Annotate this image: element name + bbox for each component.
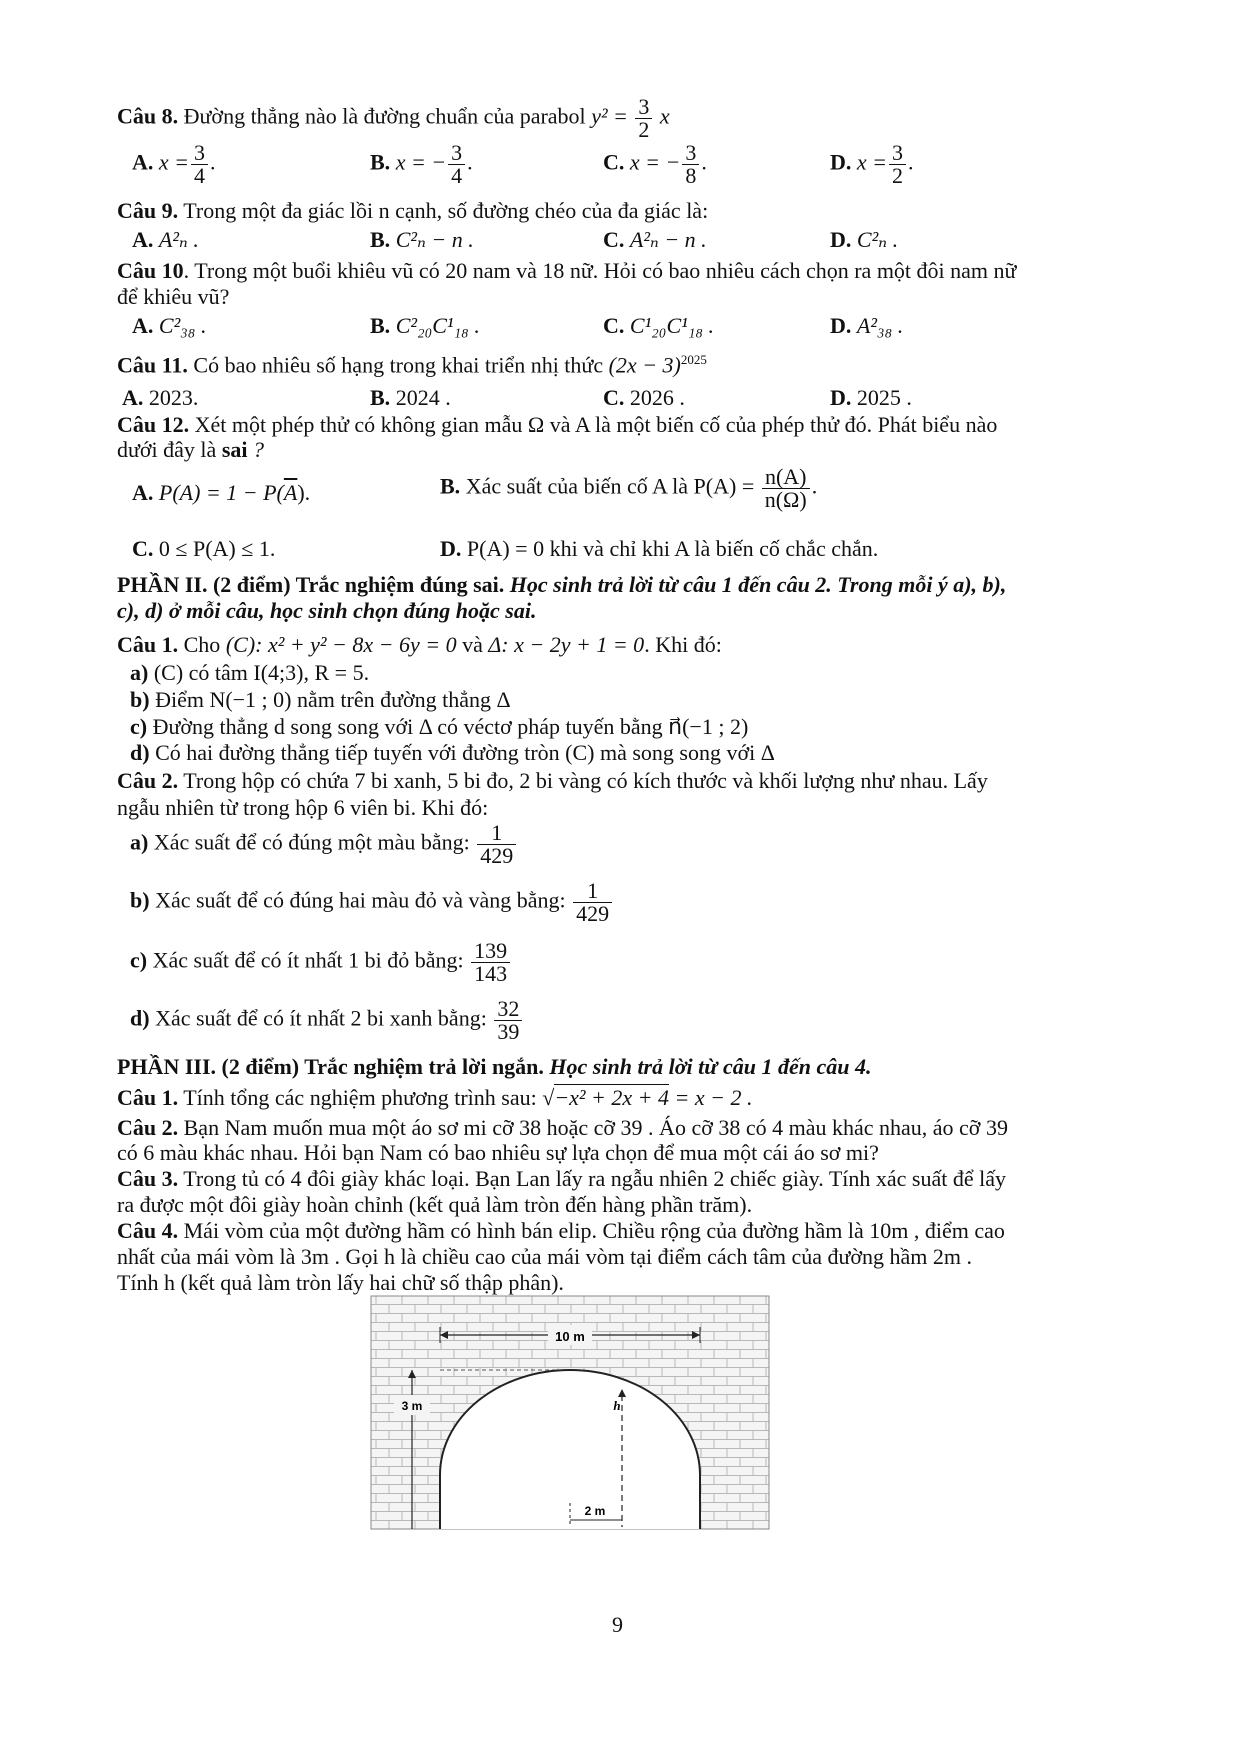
q12-option-b: B. Xác suất của biến cố A là P(A) = $\frac{n(A)}{n(\Omega)}$ . [440, 464, 818, 512]
p2q2-stem-line1: Câu 2. Trong hộp có chứa 7 bi xanh, 5 bi đo, 2 bi vàng có kích thước và khối lượng như nhau. Lấy [117, 768, 988, 793]
p3q1: Câu 1. Tính tổng các nghiệm phương trình sau: √−x² + 2x + 4 = x − 2 . [117, 1085, 753, 1110]
q12-stem-line2: dưới đây là sai ? [117, 437, 264, 462]
q8-text: Đường thẳng nào là đường chuẩn của parabol [183, 103, 586, 129]
q8-eq-fraction: $\frac{3}{2}$ [635, 96, 652, 141]
p2q2-item-d: d) Xác suất để có ít nhất 2 bi xanh bằng: $\frac{32}{39}$ [130, 998, 524, 1043]
q12-option-c: C. 0 ≤ P(A) ≤ 1. [132, 536, 276, 561]
p3q3-line1: Câu 3. Trong tủ có 4 đôi giày khác loại. Bạn Lan lấy ra ngẫu nhiên 2 chiếc giày. Tính xác suất để lấy [117, 1166, 1006, 1191]
q9-option-b: B. C²ₙ − n . [370, 227, 474, 252]
h-label: h [613, 1398, 621, 1413]
p2q2-stem-line2: ngẫu nhiên từ trong hộp 6 viên bi. Khi đó: [117, 795, 489, 820]
q11-option-a: A. 2023. [122, 385, 199, 410]
q8-option-d: D. x = $\frac{3}{2}$ . [830, 140, 914, 188]
q9-option-a: A. A²ₙ . [132, 227, 199, 252]
page-number: 9 [612, 1612, 623, 1637]
q12-option-d: D. P(A) = 0 khi và chỉ khi A là biến cố chắc chắn. [440, 536, 879, 561]
q11-option-c: C. 2026 . [603, 385, 685, 410]
q10-option-c: C. C¹₂₀C¹₁₈ . [603, 313, 715, 338]
q11-option-b: B. 2024 . [370, 385, 451, 410]
height-label: 3 m [401, 1399, 423, 1413]
q12-option-a: A. $P(A) = 1 - P(\overline{A})$. [132, 480, 311, 505]
p3q4-line3: Tính h (kết quả làm tròn lấy hai chữ số thập phân). [117, 1270, 564, 1295]
width-label: 10 m [555, 1329, 585, 1344]
q8-option-a: A. x = $\frac{3}{4}$ . [132, 140, 216, 188]
q8-stem: Câu 8. Đường thẳng nào là đường chuẩn của parabol y² = $\frac{3}{2}$ x [117, 94, 670, 142]
q8-eq-lhs: y² = [591, 103, 628, 129]
tunnel-figure [370, 1295, 770, 1530]
q10-option-d: D. A²₃₈ . [830, 313, 904, 338]
p2q1-item-b: b) Điểm N(−1 ; 0) nằm trên đường thẳng Δ [130, 687, 511, 712]
p3q3-line2: ra được một đôi giày hoàn chỉnh (kết quả làm tròn đến hàng phần trăm). [117, 1192, 753, 1217]
q9-option-d: D. C²ₙ . [830, 227, 899, 252]
p3q2-line2: có 6 màu khác nhau. Hỏi bạn Nam có bao nhiêu sự lựa chọn để mua một cái áo sơ mi? [117, 1140, 879, 1165]
p2q1-item-d: d) Có hai đường thẳng tiếp tuyến với đường tròn (C) mà song song với Δ [130, 740, 775, 765]
p3q4-line1: Câu 4. Mái vòm của một đường hầm có hình bán elip. Chiều rộng của đường hầm là 10m , điểm cao [117, 1218, 1005, 1243]
p2q2-item-b: b) Xác suất để có đúng hai màu đỏ và vàng bằng: $\frac{1}{429}$ [130, 880, 614, 925]
p2q1-item-c: c) Đường thẳng d song song với Δ có véctơ pháp tuyến bằng n⃗(−1 ; 2) [130, 714, 749, 739]
q8-label: Câu 8. [117, 103, 179, 129]
q10-stem-line2: để khiêu vũ? [117, 284, 230, 309]
q9-stem: Câu 9. Trong một đa giác lồi n cạnh, số đường chéo của đa giác là: [117, 198, 709, 223]
q8-option-b: B. x = − $\frac{3}{4}$ . [370, 140, 473, 188]
q11-stem: Câu 11. Có bao nhiêu số hạng trong khai triển nhị thức $(2x - 3)^{2025}$ [117, 352, 707, 378]
part2-heading-line2: c), d) ở mỗi câu, học sinh chọn đúng hoặc sai. [117, 598, 537, 623]
p2q2-item-c: c) Xác suất để có ít nhất 1 bi đỏ bằng: $\frac{139}{143}$ [130, 940, 512, 985]
p2q1-stem: Câu 1. Cho (C): x² + y² − 8x − 6y = 0 và Δ: x − 2y + 1 = 0. Khi đó: [117, 632, 722, 657]
q9-option-c: C. A²ₙ − n . [603, 227, 707, 252]
q10-stem-line1: Câu 10. Trong một buổi khiêu vũ có 20 nam và 18 nữ. Hỏi có bao nhiêu cách chọn ra một đôi nam nữ [117, 258, 1017, 283]
part2-heading-line1: PHẦN II. (2 điểm) Trắc nghiệm đúng sai. Học sinh trả lời từ câu 1 đến câu 2. Trong mỗi ý a), b), [117, 572, 1007, 597]
q10-option-a: A. C²₃₈ . [132, 313, 207, 338]
p3q4-line2: nhất của mái vòm là 3m . Gọi h là chiều cao của mái vòm tại điểm cách tâm của đường hầm 2m . [117, 1244, 973, 1269]
q8-option-c: C. x = − $\frac{3}{8}$ . [603, 140, 707, 188]
p2q1-item-a: a) (C) có tâm I(4;3), R = 5. [130, 660, 370, 685]
q12-stem-line1: Câu 12. Xét một phép thử có không gian mẫu Ω và A là một biến cố của phép thử đó. Phát biểu nào [117, 412, 998, 437]
q10-option-b: B. C²₂₀C¹₁₈ . [370, 313, 480, 338]
p3q2-line1: Câu 2. Bạn Nam muốn mua một áo sơ mi cỡ 38 hoặc cỡ 39 . Áo cỡ 38 có 4 màu khác nhau, áo cỡ 39 [117, 1115, 1008, 1140]
q11-option-d: D. 2025 . [830, 385, 912, 410]
distance-label: 2 m [584, 1504, 606, 1518]
p2q2-item-a: a) Xác suất để có đúng một màu bằng: $\frac{1}{429}$ [130, 822, 518, 867]
part3-heading: PHẦN III. (2 điểm) Trắc nghiệm trả lời ngắn. Học sinh trả lời từ câu 1 đến câu 4. [117, 1054, 872, 1079]
